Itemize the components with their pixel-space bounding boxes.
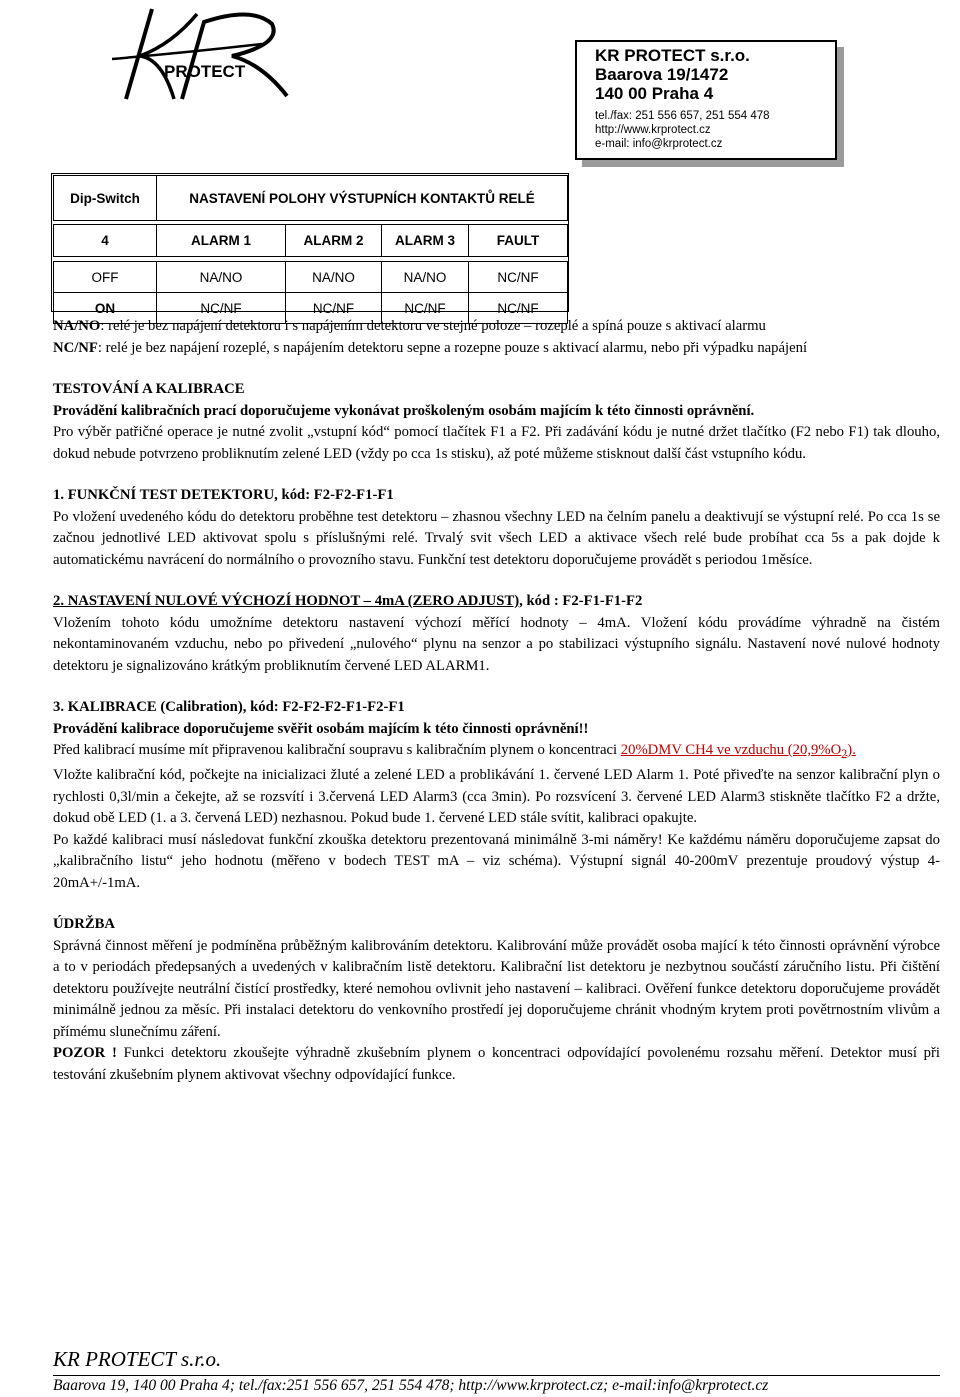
dip-switch-header-table [53,175,568,221]
company-web: http://www.krprotect.cz [595,124,711,136]
footer-company-name: KR PROTECT s.r.o. [53,1347,222,1371]
nano-description [53,316,940,338]
section-3-text-3: Po každé kalibraci musí následovat funkční zkouška detektoru prezentovaná minimálně 3-mi náměry! Ke každému náměru doporučujeme zapsat do „kalibračního listu“ jeho hodnotu (měřeno v bodech TEST mA – viz schéma). Výstupní signál 40-200mV prezentuje proudový výstup 4-20mA+/-1mA. [53,831,940,891]
table-header-row [54,225,568,257]
logo-text: PROTECT [164,62,246,81]
table-header-cell: ALARM 3 [382,225,469,257]
section-2-title [53,591,940,613]
ncnf-text: : relé je bez napájení rozeplé, s napájením detektoru sepne a rozepne pouze s aktivací alarmu, nebo při výpadku napájení [97,339,808,356]
company-street: Baarova 19/1472 [595,65,729,84]
table-cell: NA/NO [382,262,469,293]
section-1-title-text: 1. FUNKČNÍ TEST DETEKTORU, kód: F2-F2-F1-F1 [53,487,394,503]
document-body [53,316,940,1086]
testing-warning-text: Provádění kalibračních prací doporučujeme vykonávat proškoleným osobám majícím k této činnosti oprávnění. [53,402,755,419]
table-cell: NC/NF [157,293,286,324]
table-cell: ON [54,293,157,324]
ncnf-description [53,338,940,360]
table-cell: NA/NO [286,262,382,293]
table-cell: NA/NO [157,262,286,293]
section-3-title [53,697,940,719]
company-email: e-mail: info@krprotect.cz [595,138,723,150]
testing-title-text: TESTOVÁNÍ A KALIBRACE [53,381,245,397]
testing-text: Pro výběr patřičné operace je nutné zvolit „vstupní kód“ pomocí tlačítek F1 a F2. Při zadávání kódu je nutné držet tlačítko (F2 nebo F1) tak dlouho, dokud nebude potvrzeno probliknutím zelené LED (vždy po cca 1s stisku), až poté můžeme stisknout další část vstupního kódu. [53,424,940,462]
company-city: 140 00 Praha 4 [595,84,714,103]
table-cell: NC/NF [469,293,568,324]
gas-end: ). [847,742,856,758]
table-header-cell: FAULT [469,225,568,257]
section-2-code: , kód : F2-F1-F1-F2 [519,593,643,609]
footer-address: Baarova 19, 140 00 Praha 4; tel./fax:251 556 657, 251 554 478; http://www.krprotect.cz; e-mail:info@krprotect.cz [53,1377,769,1394]
table-header-cell: ALARM 2 [286,225,382,257]
table-header-cell: ALARM 1 [157,225,286,257]
table-cell: OFF [54,262,157,293]
table-row [54,262,568,293]
nano-text: : relé je bez napájení detektoru i s napájením detektoru ve stejné poloze – rozeplé a spíná pouze s aktivací alarmu [100,318,766,334]
ncnf-label: NC/NF [53,339,98,356]
table-cell: NC/NF [382,293,469,324]
testing-warning [53,401,940,423]
section-1-title [53,485,940,507]
testing-title [53,379,940,401]
warning-label: POZOR ! [53,1045,117,1062]
nano-label: NA/NO [53,318,101,334]
gas-value: 20%DMV CH4 ve vzduchu (20,9%O [620,742,842,758]
section-3-title-text: 3. KALIBRACE (Calibration), kód: F2-F2-F2-F1-F2-F1 [53,699,405,715]
gas-concentration [620,742,856,761]
table-header-cell: 4 [54,225,157,257]
section-2-title-text: 2. NASTAVENÍ NULOVÉ VÝCHOZÍ HODNOT – 4mA (ZERO ADJUST) [53,593,520,609]
relay-settings-table [53,224,568,324]
section-3-text-2: Vložte kalibrační kód, počkejte na inicializaci žluté a zelené LED a problikávání 1. červené LED Alarm 1. Poté přiveďte na senzor kalibrační plyn o rychlosti 0,3l/min a čekejte, až se rozsvítí i 3.červená LED Alarm3 (cca 3min). Po rozsvícení 3. červené LED Alarm3 stiskněte tlačítko F2 a držte, dokud obě LED (1. a 3. červená LED) nezhasnou. Pokud bude 1. červené LED stále svítit, kalibraci opakujte. [53,767,940,827]
warning-text: Funkci detektoru zkoušejte výhradně zkušebním plynem o koncentraci odpovídající povolenému rozsahu měření. Detektor musí při testování zkušebním plynem aktivovat všechny odpovídající funkce. [53,1045,940,1083]
section-2-text: Vložením tohoto kódu umožníme detektoru nastavení výchozí měřící hodnoty – 4mA. Vložení kódu provádíme výhradně na čistém nekontaminovaném vzduchu, nebo po přivedení „nulového“ plynu na senzor a po stabilizaci výstupního signálu. Nastavení nové nulové hodnoty detektoru je signalizováno krátkým probliknutím červené LED ALARM1. [53,614,940,674]
table-cell: NC/NF [469,262,568,293]
section-1-text: Po vložení uvedeného kódu do detektoru proběhne test detektoru – zhasnou všechny LED na čelním panelu a deaktivují se výstupní relé. Po cca 1s se začnou jednotlivé LED aktivovat spolu s příslušnými relé. Trvalý svit všech LED a aktivace všech relé bude probíhat cca 5s a pak dojde k automatickému navrácení do normálního o provozního stavu. Funkční test detektoru doporučujeme provádět s periodou 1měsíce. [53,508,940,568]
company-contact-box [575,40,837,160]
warning-paragraph [53,1043,940,1086]
section-3-warning [53,719,940,741]
company-logo [112,4,312,104]
header-relay-setting: NASTAVENÍ POLOHY VÝSTUPNÍCH KONTAKTŮ RELÉ [157,176,568,221]
header-dip-switch: Dip-Switch [54,176,157,221]
gas-subscript: 2 [841,746,848,761]
company-phone: tel./fax: 251 556 657, 251 554 478 [595,110,770,122]
maintenance-title-text: ÚDRŽBA [53,916,116,933]
footer-divider [53,1375,940,1376]
company-name: KR PROTECT s.r.o. [595,46,750,65]
maintenance-title [53,914,940,936]
maintenance-text: Správná činnost měření je podmíněna průběžným kalibrováním detektoru. Kalibrování může provádět osoba mající k této činnosti oprávnění výrobce a to v periodách předepsaných a uvedených v kalibračním listě detektoru. Kalibrační list detektoru je nezbytnou součástí záručního listu. Při čištění detektoru používejte neutrální čistící prostředky, které nemohou ovlivnit jeho nastavení – kalibraci. Ověření funkce detektoru doporučujeme provádět minimálně jednou za měsíc. Při instalaci detektoru do venkovního prostředí jej doporučujeme chránit vhodným krytem proti povětrnostním vlivům a přímému slunečnímu záření. [53,937,940,1040]
section-3-gas-text [53,740,940,765]
section-3-warning-text: Provádění kalibrace doporučujeme svěřit osobám majícím k této činnosti oprávnění!! [53,720,589,737]
table-cell: NC/NF [286,293,382,324]
gas-intro: Před kalibrací musíme mít připravenou kalibrační soupravu s kalibračním plynem o koncentraci [53,742,621,758]
